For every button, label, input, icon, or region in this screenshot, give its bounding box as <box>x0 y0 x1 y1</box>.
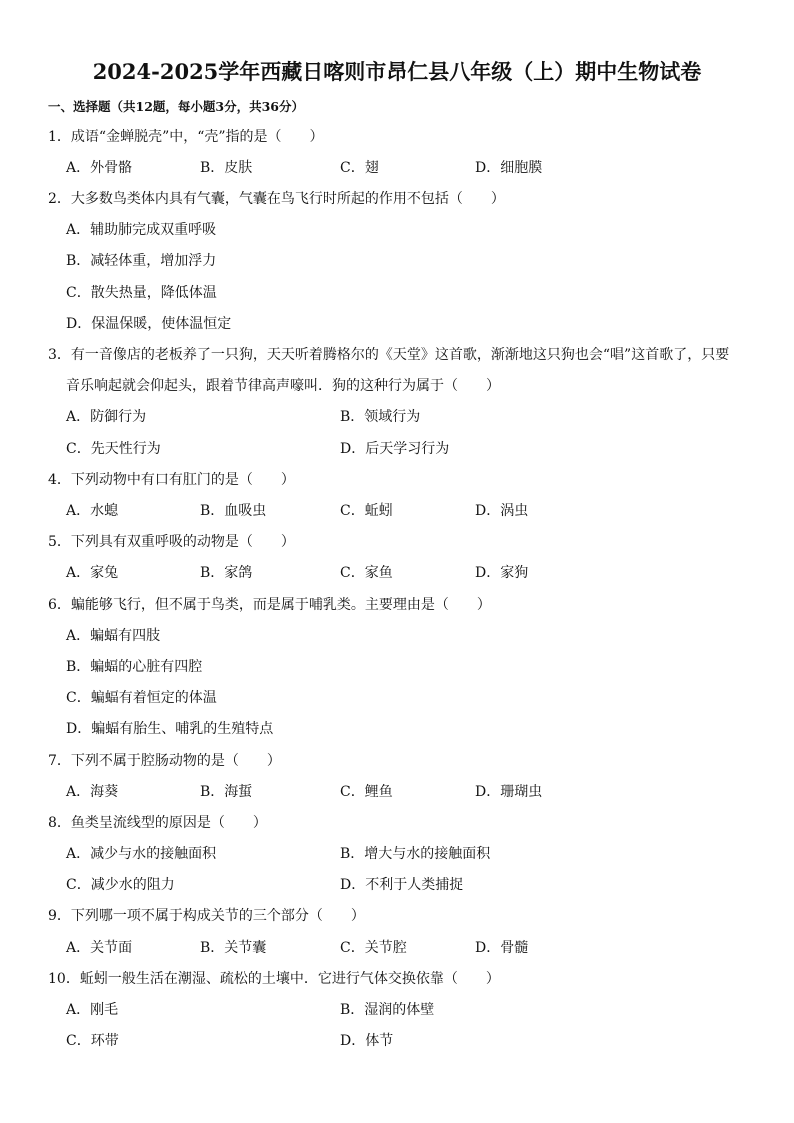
question-9-option-d: D．骨髓 <box>475 940 529 956</box>
question-6-stem: 6．蝙能够飞行，但不属于鸟类，而是属于哺乳类。主要理由是（ ） <box>48 597 491 613</box>
question-3-stem-line-1: 3．有一音像店的老板养了一只狗，天天听着腾格尔的《天堂》这首歌，渐渐地这只狗也会“唱”这首歌了，只要 <box>48 347 730 363</box>
question-6-option-d: D．蝙蝠有胎生、哺乳的生殖特点 <box>66 721 274 737</box>
question-4-option-d: D．涡虫 <box>475 503 529 519</box>
question-8-option-a: A．减少与水的接触面积 <box>66 846 217 862</box>
question-9-option-a: A．关节面 <box>66 940 133 956</box>
question-5-option-b: B．家鸽 <box>200 565 253 581</box>
question-4-stem: 4．下列动物中有口有肛门的是（ ） <box>48 472 295 488</box>
question-1-option-b: B．皮肤 <box>200 160 253 176</box>
question-5-stem: 5．下列具有双重呼吸的动物是（ ） <box>48 534 295 550</box>
section-heading: 一、选择题（共12题，每小题3分，共36分） <box>48 99 304 114</box>
question-1-option-d: D．细胞膜 <box>475 160 543 176</box>
question-3-stem-line-2: 音乐响起就会仰起头，跟着节律高声嚎叫．狗的这种行为属于（ ） <box>66 378 500 394</box>
question-8-stem: 8．鱼类呈流线型的原因是（ ） <box>48 815 267 831</box>
question-10-stem: 10．蚯蚓一般生活在潮湿、疏松的土壤中．它进行气体交换依靠（ ） <box>48 971 500 987</box>
question-3-option-a: A．防御行为 <box>66 409 147 425</box>
question-8-option-c: C．减少水的阻力 <box>66 877 175 893</box>
question-7-stem: 7．下列不属于腔肠动物的是（ ） <box>48 753 281 769</box>
question-9-option-b: B．关节囊 <box>200 940 267 956</box>
question-9-stem: 9．下列哪一项不属于构成关节的三个部分（ ） <box>48 908 365 924</box>
question-2-stem: 2．大多数鸟类体内具有气囊，气囊在鸟飞行时所起的作用不包括（ ） <box>48 191 505 207</box>
question-10-option-b: B．湿润的体壁 <box>340 1002 435 1018</box>
question-10-option-c: C．环带 <box>66 1033 119 1049</box>
question-4-option-c: C．蚯蚓 <box>340 503 393 519</box>
question-10-option-a: A．刚毛 <box>66 1002 119 1018</box>
question-8-option-b: B．增大与水的接触面积 <box>340 846 491 862</box>
question-6-option-a: A．蝙蝠有四肢 <box>66 628 161 644</box>
question-5-option-d: D．家狗 <box>475 565 529 581</box>
question-7-option-d: D．珊瑚虫 <box>475 784 543 800</box>
question-4-option-a: A．水螅 <box>66 503 119 519</box>
question-7-option-b: B．海蜇 <box>200 784 253 800</box>
question-3-option-d: D．后天学习行为 <box>340 441 450 457</box>
question-7-option-a: A．海葵 <box>66 784 119 800</box>
question-6-option-c: C．蝙蝠有着恒定的体温 <box>66 690 217 706</box>
question-4-option-b: B．血吸虫 <box>200 503 267 519</box>
question-2-option-d: D．保温保暖，使体温恒定 <box>66 316 232 332</box>
question-2-option-a: A．辅助肺完成双重呼吸 <box>66 222 217 238</box>
question-1-option-c: C．翅 <box>340 160 379 176</box>
question-8-option-d: D．不利于人类捕捉 <box>340 877 464 893</box>
question-1-stem: 1．成语“金蝉脱壳”中，“壳”指的是（ ） <box>48 129 324 145</box>
question-7-option-c: C．鲤鱼 <box>340 784 393 800</box>
question-2-option-b: B．减轻体重，增加浮力 <box>66 253 217 269</box>
page-title: 2024-2025学年西藏日喀则市昂仁县八年级（上）期中生物试卷 <box>92 59 702 84</box>
question-10-option-d: D．体节 <box>340 1033 394 1049</box>
question-6-option-b: B．蝙蝠的心脏有四腔 <box>66 659 203 675</box>
question-1-option-a: A．外骨骼 <box>66 160 133 176</box>
question-2-option-c: C．散失热量，降低体温 <box>66 285 217 301</box>
question-3-option-c: C．先天性行为 <box>66 441 161 457</box>
question-5-option-c: C．家鱼 <box>340 565 393 581</box>
question-3-option-b: B．领域行为 <box>340 409 421 425</box>
question-5-option-a: A．家兔 <box>66 565 119 581</box>
question-9-option-c: C．关节腔 <box>340 940 407 956</box>
